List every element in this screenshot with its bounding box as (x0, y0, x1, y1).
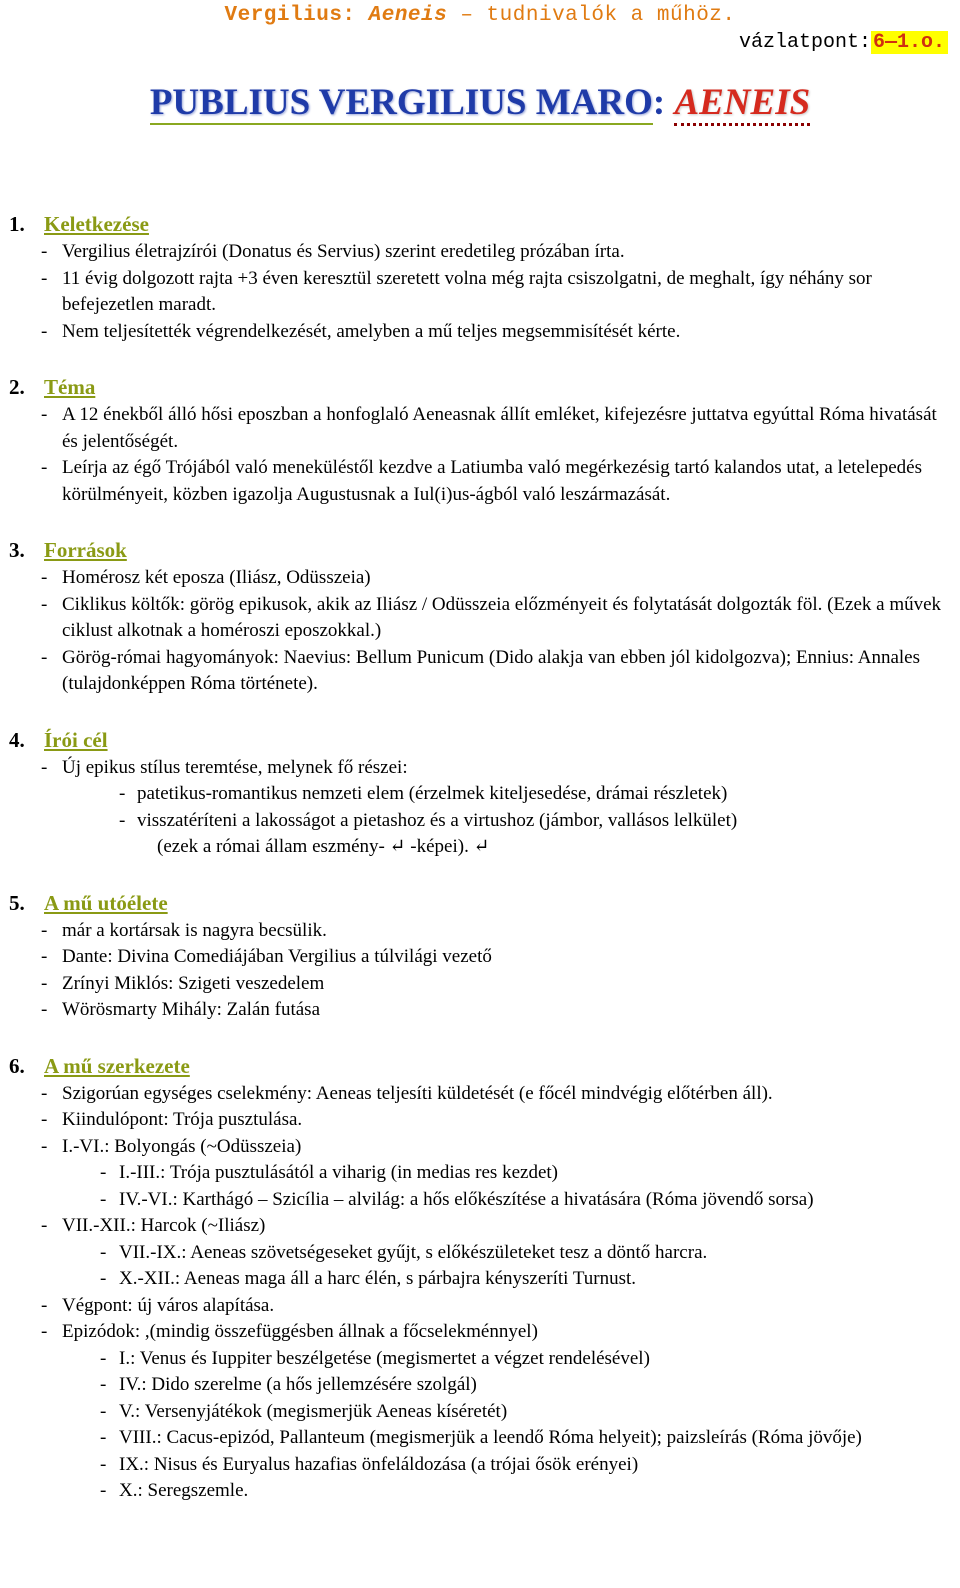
item-text: Kiindulópont: Trója pusztulása. (62, 1109, 303, 1130)
item-text: 11 évig dolgozott rajta +3 éven keresztül szeretett volna még rajta csiszolgatni, de meghalt, így néhány sor befejezetlen maradt. (62, 267, 872, 315)
title-work: AENEIS (674, 82, 810, 126)
list-item: - Új epikus stílus teremtése, melynek fő részei: (41, 756, 408, 778)
item-text: Homérosz két eposza (Iliász, Odüsszeia) (62, 567, 371, 588)
sketch-point (739, 29, 948, 57)
section-title: Téma (44, 375, 96, 399)
section-sources (9, 535, 949, 698)
sub-item: - IV.: Dido szerelme (a hős jellemzésére szolgál) (100, 1374, 477, 1395)
item-text: Görög-római hagyományok: Naevius: Bellum Punicum (Dido alakja van ebben jól kidolgozva); Ennius: Annales (tulajdonképpen Róma története). (62, 646, 920, 694)
section-heading (9, 1051, 949, 1081)
header-author: Vergilius: (224, 4, 369, 27)
item-text: V.: Versenyjátékok (megismerjük Aeneas kíséretét) (119, 1400, 508, 1422)
item-text: I.-III.: Trója pusztulásától a viharig (in medias res kezdet) (119, 1162, 558, 1183)
header-rest: – tudnivalók a műhöz. (447, 4, 736, 27)
section-number: 2. (9, 375, 25, 399)
item-text: VII.-IX.: Aeneas szövetségeseket gyűjt, s előkészületeket tesz a döntő harcra. (119, 1241, 708, 1263)
item-text: Zrínyi Miklós: Szigeti veszedelem (62, 972, 325, 994)
sub-item: - X.: Seregszemle. (100, 1480, 249, 1501)
list-item: - Görög-római hagyományok: Naevius: Bellum Punicum (Dido alakja van ebben jól kidolgozva); Ennius: Annales (tulajdonképpen Róma története). (41, 646, 920, 694)
section-heading (9, 725, 949, 755)
title-author: PUBLIUS VERGILIUS MARO (149, 82, 653, 123)
section-origin (9, 209, 949, 345)
list-item: - Leírja az égő Trójából való meneküléstől kezdve a Latiumba való megérkezésig tartó kalandos utat, a letelepedés körülményeit, közben igazolja Augustusnak a Iul(i)us-ágból való leszármazását. (41, 457, 922, 505)
sub-item: - I.-III.: Trója pusztulásától a viharig (in medias res kezdet) (100, 1162, 558, 1183)
item-text: IV.-VI.: Karthágó – Szicília – alvilág: a hős előkészítése a hivatására (Róma jövendő sorsa) (119, 1188, 814, 1210)
section-title: Írói cél (44, 727, 108, 752)
section-heading (9, 372, 949, 402)
list-item: - VII.-XII.: Harcok (~Iliász) (41, 1215, 266, 1236)
section-title: A mű utóélete (44, 890, 168, 915)
sub-item: - IV.-VI.: Karthágó – Szicília – alvilág: a hős előkészítése a hivatására (Róma jövendő sorsa) (100, 1188, 814, 1210)
list-item: - Ciklikus költők: görög epikusok, akik az Iliász / Odüsszeia előzményeit és folytatását dolgozták föl. (Ezek a művek ciklust alkotnak a homéroszi eposzokkal.) (41, 593, 942, 641)
list-item: - Zrínyi Miklós: Szigeti veszedelem (41, 972, 325, 994)
sub-item: - VII.-IX.: Aeneas szövetségeseket gyűjt, s előkészületeket tesz a döntő harcra. (100, 1241, 708, 1263)
list-item: - már a kortársak is nagyra becsülik. (41, 919, 327, 941)
page-title (0, 81, 960, 125)
list-item: - Kiindulópont: Trója pusztulása. (41, 1109, 303, 1130)
item-text: patetikus-romantikus nemzeti elem (érzelmek kiteljesedése, drámai részletek) (137, 783, 728, 804)
list-item: - Homérosz két eposza (Iliász, Odüsszeia) (41, 567, 371, 588)
item-text: visszatéríteni a lakosságot a pietashoz és a virtushoz (jámbor, vallásos lelkület) (137, 809, 738, 831)
continuation-line (9, 834, 949, 861)
item-text: Szigorúan egységes cselekmény: Aeneas teljesíti küldetését (e főcél mindvégig előtérben áll). (62, 1082, 773, 1104)
item-text: VIII.: Cacus-epizód, Pallanteum (megismerjük a leendő Róma helyeit); paizsleírás (Róma jövője) (119, 1427, 862, 1448)
list-item: - Epizódok: ,(mindig összefüggésben állnak a főcselekménnyel) (41, 1321, 538, 1342)
document-header (0, 4, 960, 27)
item-text: I.: Venus és Iuppiter beszélgetése (megismertet a végzet rendelésével) (119, 1347, 650, 1369)
document-body (9, 209, 949, 1505)
item-text: Epizódok: ,(mindig összefüggésben állnak a főcselekménnyel) (62, 1321, 538, 1342)
list-item: - Wörösmarty Mihály: Zalán futása (41, 999, 321, 1020)
sketch-value: 6—1.o. (871, 31, 948, 54)
section-number: 4. (9, 727, 25, 752)
sub-item: - visszatéríteni a lakosságot a pietashoz és a virtushoz (jámbor, vallásos lelkület) (119, 809, 738, 831)
section-title: Források (44, 538, 127, 562)
list-item: - I.-VI.: Bolyongás (~Odüsszeia) (41, 1135, 302, 1157)
section-purpose (9, 725, 949, 861)
section-legacy (9, 888, 949, 1024)
section-heading (9, 888, 949, 918)
list-item: - Végpont: új város alapítása. (41, 1294, 275, 1316)
section-number: 6. (9, 1053, 25, 1078)
list-item: - Szigorúan egységes cselekmény: Aeneas teljesíti küldetését (e főcél mindvégig előtérben áll). (41, 1082, 773, 1104)
section-number: 5. (9, 890, 25, 915)
section-heading (9, 535, 949, 565)
item-text: Wörösmarty Mihály: Zalán futása (62, 999, 321, 1020)
sub-item: - IX.: Nisus és Euryalus hazafias önfeláldozása (a trójai ősök erényei) (100, 1453, 639, 1475)
sub-item: - I.: Venus és Iuppiter beszélgetése (megismertet a végzet rendelésével) (100, 1347, 650, 1369)
item-text: X.-XII.: Aeneas maga áll a harc élén, s párbajra kényszeríti Turnust. (119, 1268, 637, 1289)
item-text: Nem teljesítették végrendelkezését, amelyben a mű teljes megsemmisítését kérte. (62, 320, 681, 342)
list-item: - A 12 énekből álló hősi eposzban a honfoglaló Aeneasnak állít emléket, kifejezésre juttatva egyúttal Róma hivatását és jelentőségét. (41, 404, 937, 452)
section-number: 3. (9, 538, 25, 562)
section-structure (9, 1051, 949, 1505)
sub-item: - patetikus-romantikus nemzeti elem (érzelmek kiteljesedése, drámai részletek) (119, 783, 728, 804)
item-text: I.-VI.: Bolyongás (~Odüsszeia) (62, 1135, 302, 1157)
sub-item: - VIII.: Cacus-epizód, Pallanteum (megismerjük a leendő Róma helyeit); paizsleírás (Róma jövője) (100, 1427, 862, 1448)
header-work: Aeneis (368, 4, 448, 27)
item-text: A 12 énekből álló hősi eposzban a honfoglaló Aeneasnak állít emléket, kifejezésre juttatva egyúttal Róma hivatását és jelentőségét. (62, 404, 937, 452)
item-text: Leírja az égő Trójából való meneküléstől kezdve a Latiumba való megérkezésig tartó kalandos utat, a letelepedés körülményeit, közben igazolja Augustusnak a Iul(i)us-ágból való leszármazását. (62, 457, 922, 505)
title-colon: : (652, 82, 666, 123)
item-text: IX.: Nisus és Euryalus hazafias önfeláldozása (a trójai ősök erényei) (119, 1453, 639, 1475)
item-text: Vergilius életrajzírói (Donatus és Servius) szerint eredetileg prózában írta. (62, 241, 625, 262)
section-heading (9, 209, 949, 239)
item-text: X.: Seregszemle. (119, 1480, 249, 1501)
item-text: már a kortársak is nagyra becsülik. (62, 919, 327, 941)
list-item: - 11 évig dolgozott rajta +3 éven keresztül szeretett volna még rajta csiszolgatni, de meghalt, így néhány sor befejezetlen maradt. (41, 267, 872, 315)
sub-item: - V.: Versenyjátékok (megismerjük Aeneas kíséretét) (100, 1400, 508, 1422)
item-text: (ezek a római állam eszmény- ↵ -képei). ↵ (157, 836, 490, 857)
sketch-label: vázlatpont: (738, 31, 871, 54)
item-text: Végpont: új város alapítása. (62, 1294, 275, 1316)
item-text: IV.: Dido szerelme (a hős jellemzésére szolgál) (119, 1374, 477, 1395)
list-item: - Vergilius életrajzírói (Donatus és Servius) szerint eredetileg prózában írta. (41, 241, 625, 262)
list-item: - Dante: Divina Comediájában Vergilius a túlvilági vezető (41, 946, 492, 967)
section-number: 1. (9, 212, 25, 236)
section-title: A mű szerkezete (44, 1053, 190, 1078)
list-item: - Nem teljesítették végrendelkezését, amelyben a mű teljes megsemmisítését kérte. (41, 320, 681, 342)
sub-item: - X.-XII.: Aeneas maga áll a harc élén, s párbajra kényszeríti Turnust. (100, 1268, 637, 1289)
item-text: Új epikus stílus teremtése, melynek fő részei: (62, 756, 408, 778)
section-title: Keletkezése (44, 212, 149, 236)
item-text: VII.-XII.: Harcok (~Iliász) (62, 1215, 266, 1236)
item-text: Dante: Divina Comediájában Vergilius a túlvilági vezető (62, 946, 492, 967)
section-theme (9, 372, 949, 508)
item-text: Ciklikus költők: görög epikusok, akik az Iliász / Odüsszeia előzményeit és folytatását dolgozták föl. (Ezek a művek ciklust alkotnak a homéroszi eposzokkal.) (62, 593, 942, 641)
